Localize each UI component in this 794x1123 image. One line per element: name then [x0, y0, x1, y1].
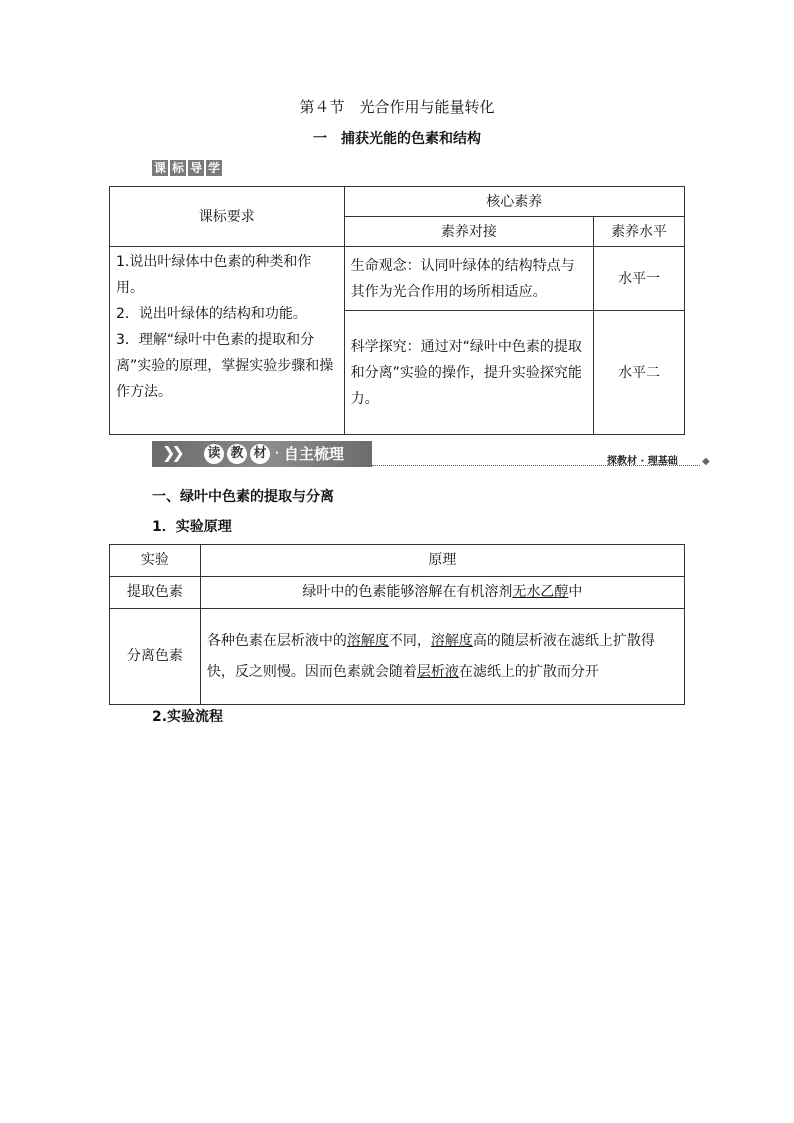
alignment-cell: 生命观念：认同叶绿体的结构特点与其作为光合作用的场所相适应。	[344, 247, 594, 311]
page-title: 第４节 光合作用与能量转化	[299, 98, 495, 116]
requirement-item: 1.说出叶绿体中色素的种类和作用。	[116, 254, 312, 296]
header-core-literacy: 核心素养	[344, 187, 684, 217]
text-fragment: 绿叶中的色素能够溶解在有机溶剂	[302, 584, 513, 600]
banner-right-tag: 探教材 · 理基础	[607, 456, 678, 467]
banner-circle-char: 教	[227, 444, 247, 464]
text-fragment: 高的随层析液在滤纸上扩散得快，反之则慢。因而色素就会随着	[206, 632, 655, 680]
section-banner	[152, 441, 372, 467]
answer-underline: 层析液	[416, 663, 459, 680]
banner-circle-char: 读	[204, 444, 224, 464]
text-fragment: 中	[568, 584, 583, 600]
badge-char: 课	[153, 161, 166, 175]
answer-underline: 溶解度	[346, 632, 389, 649]
requirement-item: 2．说出叶绿体的结构和功能。	[116, 306, 307, 322]
experiment-name: 提取色素	[110, 577, 201, 609]
text-fragment: 各种色素在层析液中的	[206, 632, 347, 649]
curriculum-guide-badge	[152, 160, 222, 176]
header-experiment: 实验	[110, 545, 201, 577]
text-fragment: 在滤纸上的扩散而分开	[458, 663, 599, 680]
banner-circle-char: 材	[250, 444, 270, 464]
answer-underline: 无水乙醇	[512, 584, 569, 600]
experiment-name: 分离色素	[110, 609, 201, 705]
badge-char: 标	[171, 161, 184, 175]
requirements-cell	[110, 247, 345, 435]
answer-underline: 溶解度	[430, 632, 473, 649]
double-chevron-icon: ❯❯	[162, 443, 181, 462]
alignment-cell: 科学探究：通过对“绿叶中色素的提取和分离”实验的操作，提升实验探究能力。	[344, 311, 594, 435]
section-heading: 一、绿叶中色素的提取与分离	[152, 489, 334, 505]
level-cell: 水平一	[594, 247, 685, 311]
text-fragment: 不同，	[388, 632, 431, 649]
curriculum-table	[109, 186, 685, 435]
header-requirements: 课标要求	[110, 187, 345, 247]
badge-char: 学	[207, 161, 220, 175]
diamond-icon: ◆	[702, 456, 710, 467]
principle-text	[200, 609, 684, 705]
subsection-heading: 2.实验流程	[152, 709, 224, 725]
subsection-heading: 1．实验原理	[152, 519, 232, 535]
level-cell: 水平二	[594, 311, 685, 435]
section-subtitle: 一 捕获光能的色素和结构	[313, 131, 481, 147]
banner-separator: ·	[275, 448, 279, 459]
header-literacy-alignment: 素养对接	[344, 217, 594, 247]
header-literacy-level: 素养水平	[594, 217, 685, 247]
header-principle: 原理	[200, 545, 684, 577]
banner-label: 自主梳理	[283, 445, 344, 463]
badge-char: 导	[189, 161, 202, 175]
principle-table	[109, 544, 685, 705]
requirement-item: 3．理解“绿叶中色素的提取和分离”实验的原理，掌握实验步骤和操作方法。	[116, 332, 334, 400]
principle-text	[200, 577, 684, 609]
